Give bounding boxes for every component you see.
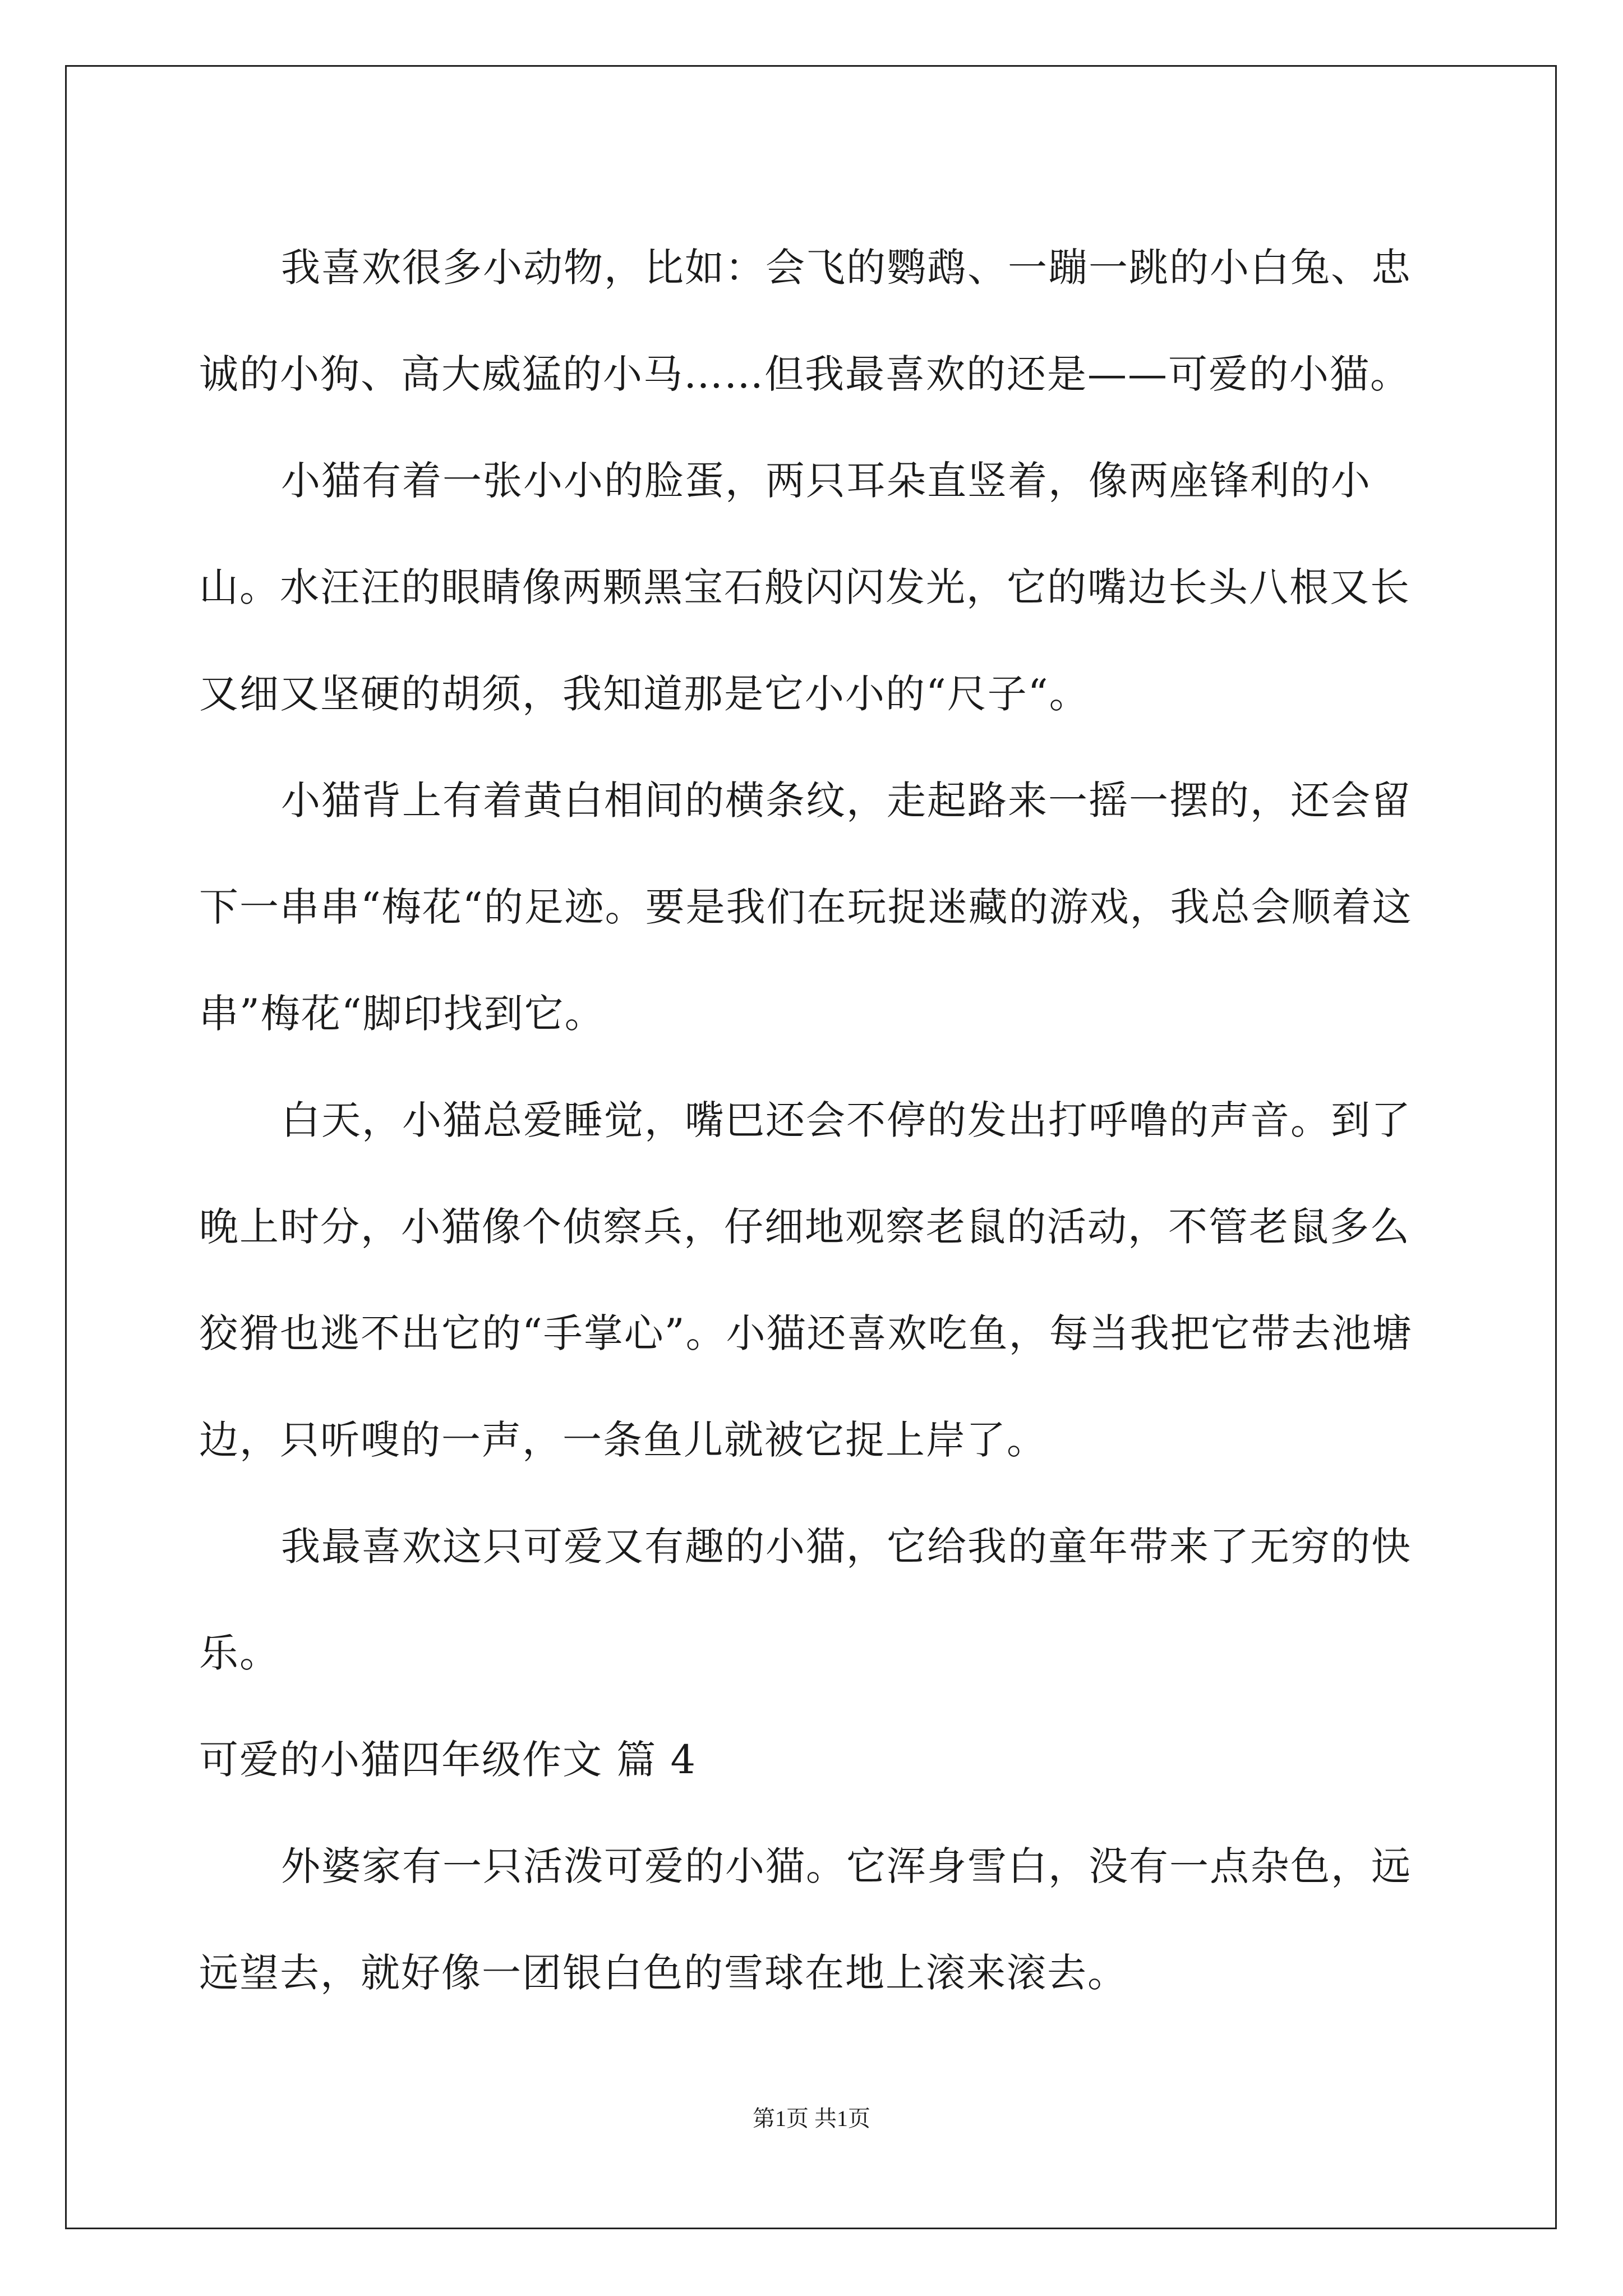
paragraph: 我喜欢很多小动物，比如：会飞的鹦鹉、一蹦一跳的小白兔、忠诚的小狗、高大威猛的小马……但我最喜欢的还是——可爱的小猫。: [199, 245, 1412, 397]
paragraph: 小猫有着一张小小的脸蛋，两只耳朵直竖着，像两座锋利的小山。水汪汪的眼睛像两颗黑宝石般闪闪发光，它的嘴边长头八根又长又细又坚硬的胡须，我知道那是它小小的“尺子“。: [199, 458, 1410, 717]
paragraph: 小猫背上有着黄白相间的横条纹，走起路来一摇一摆的，还会留下一串串“梅花“的足迹。要是我们在玩捉迷藏的游戏，我总会顺着这串”梅花“脚印找到它。: [199, 777, 1413, 1037]
paragraph: 白天，小猫总爱睡觉，嘴巴还会不停的发出打呼噜的声音。到了晚上时分，小猫像个侦察兵，仔细地观察老鼠的活动，不管老鼠多么狡猾也逃不出它的“手掌心”。小猫还喜欢吃鱼，每当我把它带去池塘边，只听嗖的一声，一条鱼儿就被它捉上岸了。: [199, 1097, 1413, 1463]
section-heading: 可爱的小猫四年级作文 篇 4: [199, 1737, 697, 1783]
document-body: [199, 214, 1433, 2026]
page-footer: 第1页 共1页: [753, 2106, 870, 2131]
paragraph: 我最喜欢这只可爱又有趣的小猫，它给我的童年带来了无穷的快乐。: [199, 1524, 1412, 1676]
paragraph: 外婆家有一只活泼可爱的小猫。它浑身雪白，没有一点杂色，远远望去，就好像一团银白色的雪球在地上滚来滚去。: [199, 1843, 1412, 1996]
